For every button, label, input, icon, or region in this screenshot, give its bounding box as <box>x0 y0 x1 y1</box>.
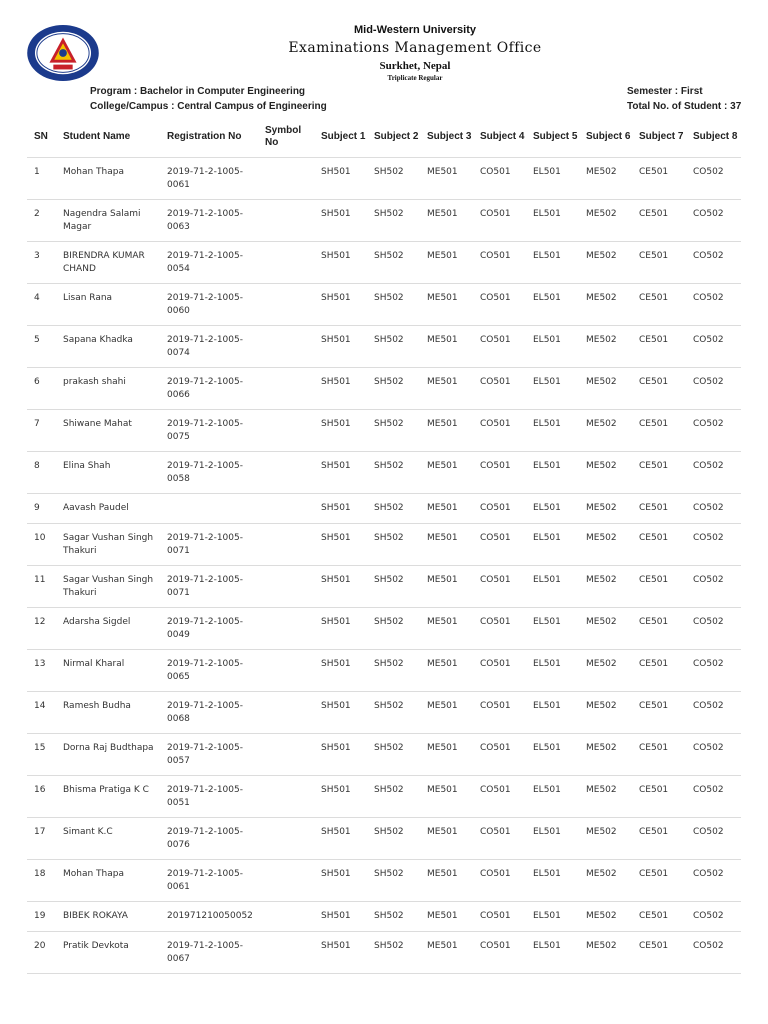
cell-symbol-no <box>258 902 314 932</box>
office-title: Examinations Management Office <box>288 40 542 56</box>
cell-subject-3: ME501 <box>420 860 473 902</box>
cell-subject-3: ME501 <box>420 566 473 608</box>
cell-registration-no: 2019-71-2-1005-0067 <box>160 932 258 974</box>
cell-sn: 2 <box>27 200 56 242</box>
cell-subject-5: EL501 <box>526 860 579 902</box>
cell-subject-8: CO502 <box>686 692 741 734</box>
cell-subject-5: EL501 <box>526 284 579 326</box>
cell-symbol-no <box>258 242 314 284</box>
cell-subject-5: EL501 <box>526 692 579 734</box>
cell-subject-8: CO502 <box>686 776 741 818</box>
cell-student-name: Mohan Thapa <box>56 158 160 200</box>
cell-subject-6: ME502 <box>579 818 632 860</box>
table-row <box>27 494 741 524</box>
header-subject-8: Subject 8 <box>686 117 741 158</box>
cell-subject-4: CO501 <box>473 494 526 524</box>
cell-student-name: Ramesh Budha <box>56 692 160 734</box>
cell-sn: 3 <box>27 242 56 284</box>
cell-subject-5: EL501 <box>526 524 579 566</box>
cell-subject-5: EL501 <box>526 650 579 692</box>
cell-subject-4: CO501 <box>473 452 526 494</box>
cell-symbol-no <box>258 932 314 974</box>
copy-label: Triplicate Regular <box>387 74 443 82</box>
table-row <box>27 818 741 860</box>
cell-subject-1: SH501 <box>314 776 367 818</box>
cell-subject-1: SH501 <box>314 902 367 932</box>
cell-subject-5: EL501 <box>526 326 579 368</box>
cell-subject-3: ME501 <box>420 902 473 932</box>
cell-sn: 7 <box>27 410 56 452</box>
header-student-name: Student Name <box>56 117 160 158</box>
cell-subject-2: SH502 <box>367 860 420 902</box>
cell-student-name: Nirmal Kharal <box>56 650 160 692</box>
cell-subject-5: EL501 <box>526 902 579 932</box>
cell-subject-6: ME502 <box>579 494 632 524</box>
cell-registration-no: 2019-71-2-1005-0057 <box>160 734 258 776</box>
cell-subject-2: SH502 <box>367 776 420 818</box>
cell-subject-4: CO501 <box>473 734 526 776</box>
cell-registration-no: 2019-71-2-1005-0071 <box>160 566 258 608</box>
cell-subject-7: CE501 <box>632 932 686 974</box>
cell-subject-8: CO502 <box>686 200 741 242</box>
cell-subject-8: CO502 <box>686 860 741 902</box>
cell-subject-1: SH501 <box>314 860 367 902</box>
cell-subject-2: SH502 <box>367 566 420 608</box>
cell-subject-8: CO502 <box>686 902 741 932</box>
cell-subject-4: CO501 <box>473 608 526 650</box>
cell-sn: 10 <box>27 524 56 566</box>
cell-subject-1: SH501 <box>314 734 367 776</box>
college-label: College/Campus : Central Campus of Engineering <box>90 101 327 112</box>
total-students-label: Total No. of Student : 37 <box>627 101 742 112</box>
cell-subject-7: CE501 <box>632 524 686 566</box>
table-body <box>27 158 741 974</box>
cell-symbol-no <box>258 524 314 566</box>
table-row <box>27 326 741 368</box>
cell-student-name: Dorna Raj Budthapa <box>56 734 160 776</box>
table-row <box>27 692 741 734</box>
cell-subject-1: SH501 <box>314 524 367 566</box>
cell-subject-1: SH501 <box>314 368 367 410</box>
cell-subject-1: SH501 <box>314 608 367 650</box>
cell-registration-no: 2019-71-2-1005-0075 <box>160 410 258 452</box>
cell-registration-no <box>160 494 258 524</box>
students-table <box>27 117 741 974</box>
cell-subject-2: SH502 <box>367 452 420 494</box>
cell-student-name: Lisan Rana <box>56 284 160 326</box>
cell-subject-1: SH501 <box>314 818 367 860</box>
cell-subject-5: EL501 <box>526 200 579 242</box>
cell-subject-8: CO502 <box>686 158 741 200</box>
cell-subject-4: CO501 <box>473 902 526 932</box>
cell-subject-4: CO501 <box>473 326 526 368</box>
cell-registration-no: 2019-71-2-1005-0076 <box>160 818 258 860</box>
cell-subject-7: CE501 <box>632 158 686 200</box>
cell-subject-4: CO501 <box>473 410 526 452</box>
cell-symbol-no <box>258 566 314 608</box>
cell-symbol-no <box>258 818 314 860</box>
cell-subject-5: EL501 <box>526 494 579 524</box>
cell-subject-2: SH502 <box>367 200 420 242</box>
cell-subject-5: EL501 <box>526 776 579 818</box>
cell-subject-5: EL501 <box>526 734 579 776</box>
cell-subject-3: ME501 <box>420 200 473 242</box>
cell-symbol-no <box>258 200 314 242</box>
cell-student-name: BIRENDRA KUMAR CHAND <box>56 242 160 284</box>
cell-sn: 20 <box>27 932 56 974</box>
header-subject-7: Subject 7 <box>632 117 686 158</box>
cell-student-name: Sapana Khadka <box>56 326 160 368</box>
cell-subject-5: EL501 <box>526 242 579 284</box>
cell-student-name: Aavash Paudel <box>56 494 160 524</box>
cell-sn: 9 <box>27 494 56 524</box>
cell-subject-1: SH501 <box>314 692 367 734</box>
cell-symbol-no <box>258 860 314 902</box>
cell-subject-8: CO502 <box>686 284 741 326</box>
cell-subject-3: ME501 <box>420 494 473 524</box>
cell-subject-1: SH501 <box>314 452 367 494</box>
cell-sn: 19 <box>27 902 56 932</box>
header-subject-4: Subject 4 <box>473 117 526 158</box>
header-sn: SN <box>27 117 56 158</box>
cell-subject-8: CO502 <box>686 242 741 284</box>
cell-subject-2: SH502 <box>367 368 420 410</box>
cell-subject-6: ME502 <box>579 326 632 368</box>
cell-subject-6: ME502 <box>579 242 632 284</box>
cell-subject-5: EL501 <box>526 608 579 650</box>
table-row <box>27 284 741 326</box>
cell-subject-2: SH502 <box>367 902 420 932</box>
cell-subject-2: SH502 <box>367 524 420 566</box>
cell-subject-4: CO501 <box>473 158 526 200</box>
cell-symbol-no <box>258 650 314 692</box>
cell-subject-1: SH501 <box>314 242 367 284</box>
cell-subject-7: CE501 <box>632 494 686 524</box>
cell-subject-7: CE501 <box>632 452 686 494</box>
cell-subject-4: CO501 <box>473 368 526 410</box>
cell-subject-6: ME502 <box>579 650 632 692</box>
cell-subject-3: ME501 <box>420 650 473 692</box>
cell-student-name: Mohan Thapa <box>56 860 160 902</box>
cell-sn: 16 <box>27 776 56 818</box>
cell-subject-6: ME502 <box>579 608 632 650</box>
cell-subject-3: ME501 <box>420 368 473 410</box>
cell-student-name: Sagar Vushan Singh Thakuri <box>56 566 160 608</box>
cell-subject-8: CO502 <box>686 608 741 650</box>
cell-subject-3: ME501 <box>420 158 473 200</box>
cell-student-name: Sagar Vushan Singh Thakuri <box>56 524 160 566</box>
cell-student-name: Adarsha Sigdel <box>56 608 160 650</box>
cell-subject-1: SH501 <box>314 932 367 974</box>
cell-subject-6: ME502 <box>579 410 632 452</box>
cell-subject-3: ME501 <box>420 692 473 734</box>
cell-subject-3: ME501 <box>420 776 473 818</box>
cell-symbol-no <box>258 326 314 368</box>
cell-subject-8: CO502 <box>686 734 741 776</box>
cell-subject-2: SH502 <box>367 326 420 368</box>
cell-subject-4: CO501 <box>473 932 526 974</box>
cell-subject-2: SH502 <box>367 932 420 974</box>
cell-subject-7: CE501 <box>632 608 686 650</box>
cell-symbol-no <box>258 692 314 734</box>
cell-subject-1: SH501 <box>314 494 367 524</box>
cell-registration-no: 2019-71-2-1005-0061 <box>160 158 258 200</box>
cell-subject-6: ME502 <box>579 452 632 494</box>
cell-symbol-no <box>258 608 314 650</box>
office-location: Surkhet, Nepal <box>379 60 451 72</box>
cell-registration-no: 2019-71-2-1005-0071 <box>160 524 258 566</box>
cell-subject-2: SH502 <box>367 494 420 524</box>
cell-subject-3: ME501 <box>420 326 473 368</box>
cell-subject-3: ME501 <box>420 410 473 452</box>
cell-student-name: Simant K.C <box>56 818 160 860</box>
cell-subject-8: CO502 <box>686 650 741 692</box>
cell-subject-2: SH502 <box>367 734 420 776</box>
cell-subject-6: ME502 <box>579 692 632 734</box>
cell-subject-8: CO502 <box>686 494 741 524</box>
cell-subject-4: CO501 <box>473 776 526 818</box>
cell-student-name: Pratik Devkota <box>56 932 160 974</box>
cell-subject-3: ME501 <box>420 242 473 284</box>
cell-subject-1: SH501 <box>314 158 367 200</box>
cell-symbol-no <box>258 368 314 410</box>
cell-sn: 13 <box>27 650 56 692</box>
cell-registration-no: 2019-71-2-1005-0060 <box>160 284 258 326</box>
cell-subject-6: ME502 <box>579 200 632 242</box>
cell-subject-2: SH502 <box>367 608 420 650</box>
cell-sn: 17 <box>27 818 56 860</box>
cell-sn: 4 <box>27 284 56 326</box>
cell-subject-3: ME501 <box>420 608 473 650</box>
cell-subject-7: CE501 <box>632 284 686 326</box>
cell-subject-2: SH502 <box>367 818 420 860</box>
cell-subject-1: SH501 <box>314 410 367 452</box>
cell-subject-6: ME502 <box>579 524 632 566</box>
cell-symbol-no <box>258 284 314 326</box>
cell-registration-no: 2019-71-2-1005-0063 <box>160 200 258 242</box>
cell-registration-no: 2019-71-2-1005-0066 <box>160 368 258 410</box>
cell-sn: 11 <box>27 566 56 608</box>
cell-subject-7: CE501 <box>632 326 686 368</box>
table-row <box>27 902 741 932</box>
cell-sn: 15 <box>27 734 56 776</box>
table-row <box>27 932 741 974</box>
cell-subject-6: ME502 <box>579 158 632 200</box>
cell-subject-4: CO501 <box>473 692 526 734</box>
cell-subject-2: SH502 <box>367 692 420 734</box>
cell-subject-8: CO502 <box>686 566 741 608</box>
cell-subject-8: CO502 <box>686 818 741 860</box>
cell-subject-5: EL501 <box>526 410 579 452</box>
table-row <box>27 368 741 410</box>
cell-subject-3: ME501 <box>420 452 473 494</box>
cell-student-name: prakash shahi <box>56 368 160 410</box>
cell-registration-no: 2019-71-2-1005-0065 <box>160 650 258 692</box>
cell-subject-7: CE501 <box>632 242 686 284</box>
cell-subject-2: SH502 <box>367 650 420 692</box>
cell-subject-2: SH502 <box>367 284 420 326</box>
header-row <box>27 117 741 158</box>
cell-subject-6: ME502 <box>579 860 632 902</box>
cell-student-name: Nagendra Salami Magar <box>56 200 160 242</box>
program-label: Program : Bachelor in Computer Engineering <box>90 86 306 97</box>
table-row <box>27 242 741 284</box>
cell-subject-7: CE501 <box>632 410 686 452</box>
cell-subject-4: CO501 <box>473 284 526 326</box>
cell-registration-no: 2019-71-2-1005-0058 <box>160 452 258 494</box>
cell-subject-1: SH501 <box>314 284 367 326</box>
document-header <box>0 0 768 118</box>
semester-label: Semester : First <box>627 86 703 97</box>
cell-subject-7: CE501 <box>632 368 686 410</box>
cell-subject-7: CE501 <box>632 860 686 902</box>
cell-subject-4: CO501 <box>473 818 526 860</box>
cell-subject-8: CO502 <box>686 452 741 494</box>
header-subject-6: Subject 6 <box>579 117 632 158</box>
cell-subject-5: EL501 <box>526 452 579 494</box>
cell-subject-6: ME502 <box>579 284 632 326</box>
cell-subject-1: SH501 <box>314 650 367 692</box>
cell-subject-4: CO501 <box>473 650 526 692</box>
cell-sn: 8 <box>27 452 56 494</box>
cell-subject-6: ME502 <box>579 368 632 410</box>
cell-subject-7: CE501 <box>632 692 686 734</box>
table-row <box>27 566 741 608</box>
cell-subject-8: CO502 <box>686 932 741 974</box>
table-row <box>27 524 741 566</box>
cell-subject-6: ME502 <box>579 932 632 974</box>
cell-sn: 6 <box>27 368 56 410</box>
cell-subject-5: EL501 <box>526 566 579 608</box>
table-row <box>27 734 741 776</box>
table-row <box>27 200 741 242</box>
cell-subject-2: SH502 <box>367 158 420 200</box>
header-subject-3: Subject 3 <box>420 117 473 158</box>
cell-sn: 14 <box>27 692 56 734</box>
header-symbol-no: Symbol No <box>258 117 314 158</box>
table-row <box>27 158 741 200</box>
cell-symbol-no <box>258 452 314 494</box>
header-subject-2: Subject 2 <box>367 117 420 158</box>
cell-student-name: Bhisma Pratiga K C <box>56 776 160 818</box>
cell-subject-2: SH502 <box>367 410 420 452</box>
cell-subject-4: CO501 <box>473 860 526 902</box>
cell-subject-4: CO501 <box>473 566 526 608</box>
cell-symbol-no <box>258 158 314 200</box>
cell-registration-no: 2019-71-2-1005-0051 <box>160 776 258 818</box>
table-header <box>27 117 741 158</box>
cell-subject-8: CO502 <box>686 368 741 410</box>
cell-subject-7: CE501 <box>632 566 686 608</box>
cell-subject-1: SH501 <box>314 566 367 608</box>
cell-symbol-no <box>258 734 314 776</box>
cell-registration-no: 2019-71-2-1005-0054 <box>160 242 258 284</box>
cell-subject-8: CO502 <box>686 524 741 566</box>
cell-subject-7: CE501 <box>632 902 686 932</box>
cell-subject-5: EL501 <box>526 818 579 860</box>
cell-symbol-no <box>258 410 314 452</box>
cell-subject-4: CO501 <box>473 200 526 242</box>
table-row <box>27 776 741 818</box>
cell-registration-no: 2019-71-2-1005-0074 <box>160 326 258 368</box>
cell-subject-7: CE501 <box>632 650 686 692</box>
cell-subject-7: CE501 <box>632 776 686 818</box>
cell-subject-6: ME502 <box>579 902 632 932</box>
cell-subject-2: SH502 <box>367 242 420 284</box>
cell-sn: 12 <box>27 608 56 650</box>
cell-subject-6: ME502 <box>579 776 632 818</box>
cell-subject-5: EL501 <box>526 368 579 410</box>
cell-subject-3: ME501 <box>420 524 473 566</box>
cell-student-name: Shiwane Mahat <box>56 410 160 452</box>
cell-sn: 5 <box>27 326 56 368</box>
cell-subject-7: CE501 <box>632 818 686 860</box>
cell-subject-5: EL501 <box>526 158 579 200</box>
header-registration-no: Registration No <box>160 117 258 158</box>
cell-subject-4: CO501 <box>473 524 526 566</box>
cell-subject-5: EL501 <box>526 932 579 974</box>
cell-subject-4: CO501 <box>473 242 526 284</box>
cell-subject-8: CO502 <box>686 326 741 368</box>
cell-subject-3: ME501 <box>420 818 473 860</box>
cell-registration-no: 2019-71-2-1005-0068 <box>160 692 258 734</box>
header-subject-5: Subject 5 <box>526 117 579 158</box>
table-row <box>27 452 741 494</box>
cell-subject-7: CE501 <box>632 200 686 242</box>
cell-registration-no: 2019-71-2-1005-0061 <box>160 860 258 902</box>
cell-student-name: BIBEK ROKAYA <box>56 902 160 932</box>
table-row <box>27 860 741 902</box>
header-subject-1: Subject 1 <box>314 117 367 158</box>
cell-registration-no: 2019-71-2-1005-0049 <box>160 608 258 650</box>
cell-registration-no: 201971210050052 <box>160 902 258 932</box>
cell-sn: 1 <box>27 158 56 200</box>
cell-subject-3: ME501 <box>420 284 473 326</box>
table-row <box>27 650 741 692</box>
cell-sn: 18 <box>27 860 56 902</box>
university-name: Mid-Western University <box>353 24 477 36</box>
cell-subject-7: CE501 <box>632 734 686 776</box>
table-row <box>27 410 741 452</box>
cell-student-name: Elina Shah <box>56 452 160 494</box>
cell-subject-1: SH501 <box>314 200 367 242</box>
cell-symbol-no <box>258 494 314 524</box>
cell-subject-6: ME502 <box>579 566 632 608</box>
cell-subject-3: ME501 <box>420 734 473 776</box>
table-row <box>27 608 741 650</box>
cell-subject-6: ME502 <box>579 734 632 776</box>
cell-subject-3: ME501 <box>420 932 473 974</box>
cell-subject-1: SH501 <box>314 326 367 368</box>
cell-subject-8: CO502 <box>686 410 741 452</box>
cell-symbol-no <box>258 776 314 818</box>
